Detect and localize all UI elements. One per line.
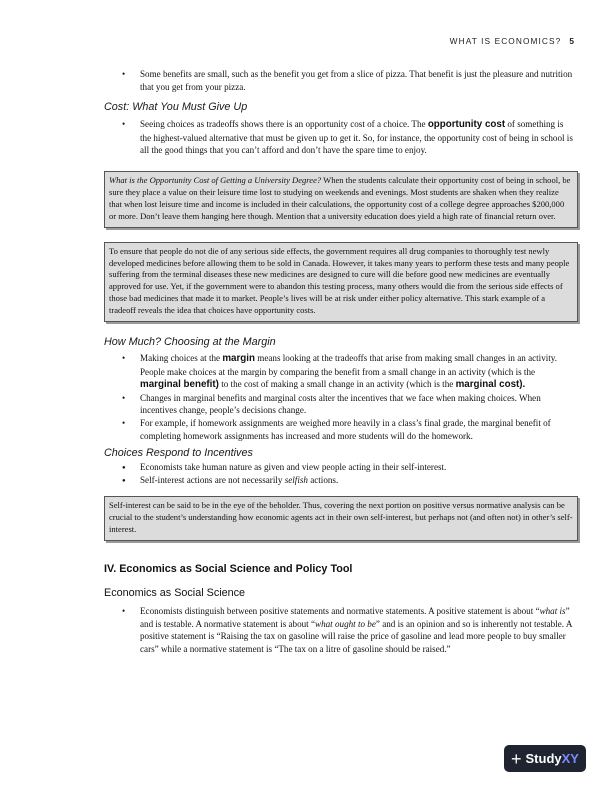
term-opportunity-cost: opportunity cost <box>427 119 506 131</box>
self-interest-body: Self-interest can be said to be in the eye of the beholder. Thus, covering the next portion on positive versus normative analysis can be crucial to the student’s understanding how economic agents act in their own self-interest, but perhaps not (and often not) in other’s self-interest. <box>109 500 573 535</box>
logo-brand-b: XY <box>561 751 579 766</box>
term-marginal-benefit: marginal benefit) <box>140 379 219 391</box>
page-number: 5 <box>569 36 574 46</box>
note-box-drugs <box>104 242 578 322</box>
term-marginal-cost: marginal cost). <box>455 379 526 391</box>
intro-bullet: • Some benefits are small, such as the benefit you get from a slice of pizza. That benefit is just the pleasure and nutrition that you get from your pizza. <box>106 68 576 93</box>
note-box-degree <box>104 171 578 228</box>
what-is: what is <box>539 606 566 617</box>
cost-heading: Cost: What You Must Give Up <box>104 101 248 114</box>
degree-lead: What is the Opportunity Cost of Getting a University Degree? <box>109 174 322 185</box>
margin-b1-mid2: to the cost of making a small change in an activity (which is the <box>218 379 456 390</box>
ss-pre: Economists distinguish between positive statements and normative statements. A positive statement is about “ <box>140 606 540 617</box>
incentives-bullet-1: ● Economists take human nature as given and view people acting in their self-interest. <box>106 461 576 474</box>
intro-list <box>106 68 576 93</box>
content <box>106 68 576 655</box>
running-title: WHAT IS ECONOMICS? <box>449 36 562 46</box>
logo-brand-a: Study <box>525 751 562 766</box>
cost-list <box>106 118 576 157</box>
note-box-self-interest <box>104 496 578 541</box>
incentives-heading: Choices Respond to Incentives <box>104 447 253 460</box>
incentives-b2-post: actions. <box>307 474 339 485</box>
margin-bullet-1 <box>106 352 576 392</box>
section-iv-heading: IV. Economics as Social Science and Policy Tool <box>104 563 353 576</box>
margin-list <box>106 352 576 442</box>
social-science-heading: Economics as Social Science <box>104 587 246 600</box>
ss-mid: ” and is testable. A normative statement is about “ <box>140 606 570 629</box>
social-science-list <box>106 605 576 655</box>
incentives-list <box>106 461 576 486</box>
running-head <box>450 36 574 46</box>
margin-heading: How Much? Choosing at the Margin <box>104 336 276 349</box>
margin-b1-pre: Making choices at the <box>140 353 223 364</box>
cost-bullet-post: of something is the highest-valued alternative that must be given up to get it. So, for instance, the opportunity cost of being in school is all the good things that you can’t afford and don’t have the spare time to enjoy. <box>140 119 573 156</box>
margin-bullet-2: • Changes in marginal benefits and marginal costs alter the incentives that we face when making choices. When incentives change, people’s decisions change. <box>106 392 576 417</box>
margin-bullet-3: • For example, if homework assignments are weighed more heavily in a class’s final grade, the marginal benefit of completing homework assignments has increased and more students will do the homework. <box>106 417 576 442</box>
what-ought-to-be: what ought to be <box>315 618 376 629</box>
cost-bullet <box>106 118 576 157</box>
margin-b1-mid: means looking at the tradeoffs that arise from making small changes in an activity. People make choices at the margin by comparing the benefit from a small change in an activity (which is the <box>140 353 558 377</box>
term-margin: margin <box>222 353 255 365</box>
cost-bullet-pre: Seeing choices as tradeoffs shows there is an opportunity cost of a choice. The <box>140 119 428 130</box>
ss-post: ” and is an opinion and so is inherently not testable. A positive statement is “Raising the tax on gasoline will raise the price of gasoline and lead more people to buy smaller cars” while a normative statement is “The tax on a litre of gasoline should be raised.” <box>140 618 572 654</box>
incentives-b2-pre: Self-interest actions are not necessarily <box>140 474 285 485</box>
social-science-bullet <box>106 605 576 655</box>
degree-body: When the students calculate their opportunity cost of being in school, be sure they place a value on their leisure time lost to studying on weekends and evenings. Most students are shaken when they realize that when lost leisure time and income is included in their calculations, the opportunity cost of a college degree approaches $200,000 or more. Don’t leave them hanging here though. Mention that a university education does yield a high rate of financial return over. <box>109 174 571 221</box>
selfish-word: selfish <box>284 474 308 485</box>
plus-icon: + <box>511 748 522 769</box>
drugs-body: To ensure that people do not die of any serious side effects, the government requires all drug companies to thoroughly test newly developed medicines before allowing them to be sold in Canada. However, it takes many years to perform these tests and many people suffering from the terminal diseases these new medicines are designed to cure will die before good new medicines are eventually approved for use. Yet, if the government were to abandon this testing process, many others would die from the serious side effects of those bad medicines that made it to market. People’s lives will be at risk under either policy alternative. This stark example of a tradeoff reveals the idea that choices have opportunity costs. <box>109 245 570 316</box>
studyxy-logo <box>504 745 586 772</box>
incentives-bullet-2 <box>106 474 576 487</box>
